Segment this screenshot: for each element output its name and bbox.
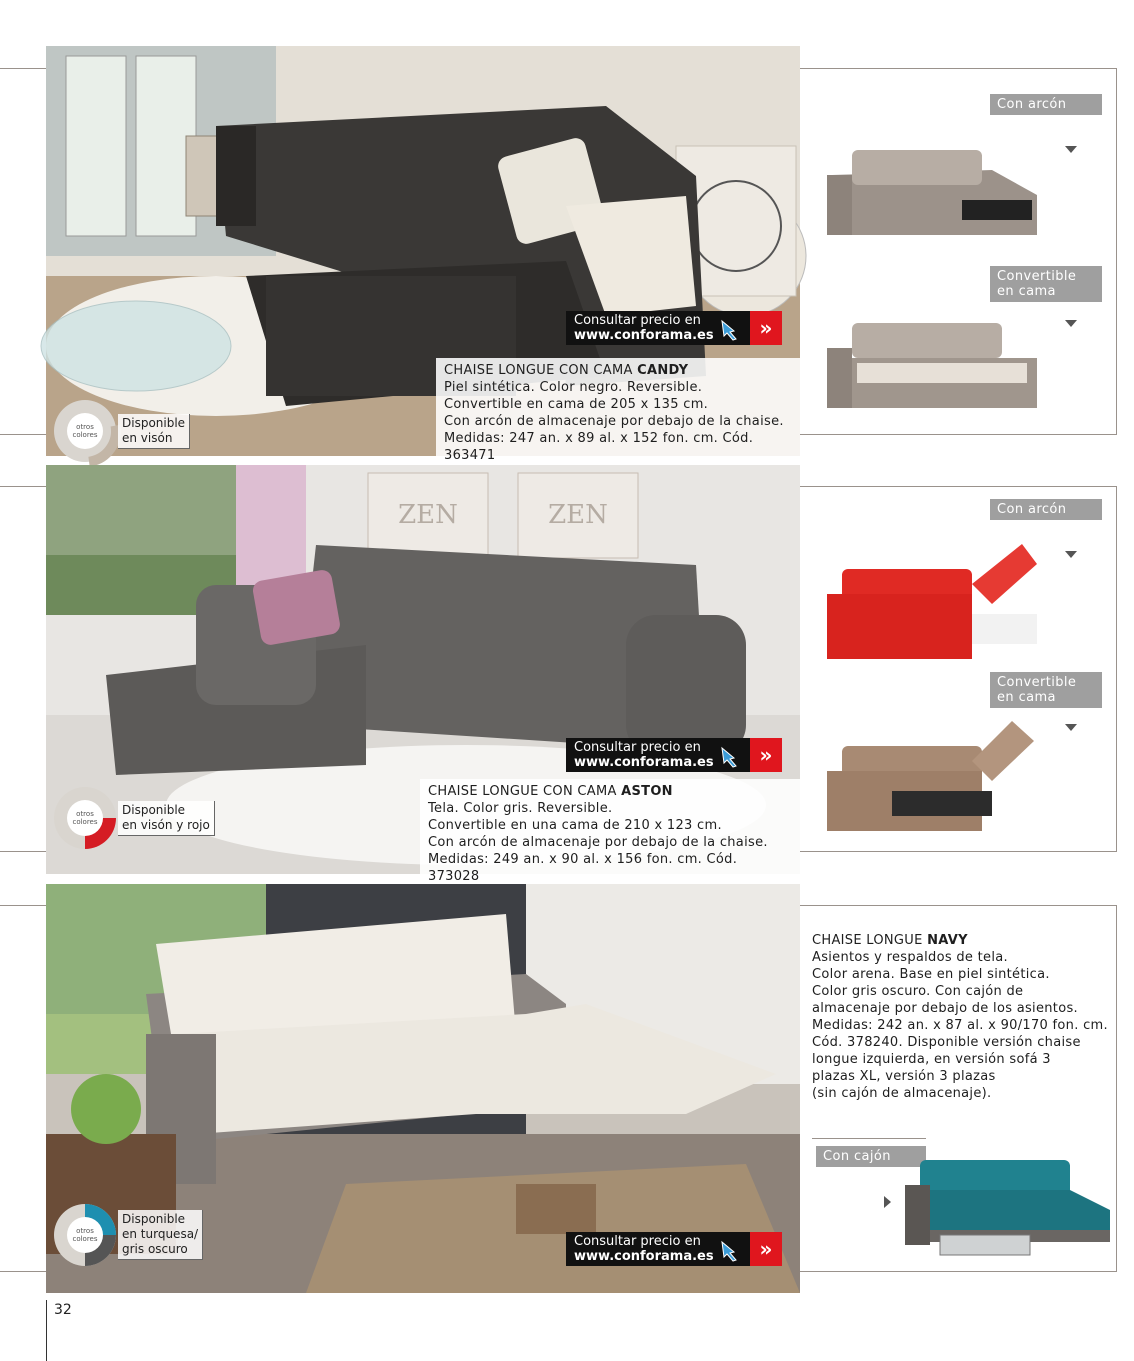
cta-line1: Consultar precio en — [574, 313, 701, 328]
product-name: ASTON — [621, 784, 673, 799]
navy-description — [812, 932, 1112, 1102]
feature-line: en cama — [997, 284, 1056, 299]
candy-description — [436, 358, 800, 468]
cta-url: www.conforama.es — [574, 328, 714, 343]
candy-other-colors — [52, 398, 190, 464]
cta-text — [566, 311, 750, 345]
aston-title — [428, 783, 792, 800]
arrow-down-icon — [1065, 551, 1077, 558]
available-line: en visón — [122, 430, 173, 445]
desc-line: Tela. Color gris. Reversible. — [428, 801, 613, 816]
candy-photo — [46, 46, 800, 463]
click-hand-icon — [718, 1240, 748, 1262]
candy-title — [444, 362, 792, 379]
availability-label — [118, 801, 215, 836]
otros-label: otros — [76, 810, 94, 818]
available-line: Disponible — [122, 1212, 186, 1226]
desc-line: Piel sintética. Color negro. Reversible. — [444, 380, 703, 395]
available-line: Disponible — [122, 802, 186, 817]
desc-line: Convertible en cama de 205 x 135 cm. — [444, 397, 709, 412]
cta-text — [566, 1232, 750, 1266]
wall-art-text: ZEN — [398, 500, 458, 530]
available-line: en visón y rojo — [122, 817, 210, 832]
frame-line — [800, 851, 1117, 852]
frame-line — [1116, 486, 1117, 852]
available-line: en turquesa/ — [122, 1227, 199, 1241]
aston-bed-thumbnail — [822, 716, 1044, 836]
desc-line: Cód. 378240. Disponible versión chaise — [812, 1035, 1081, 1050]
page-marker-line — [46, 1300, 47, 1361]
arrow-right-icon — [884, 1196, 891, 1208]
feature-line: Convertible — [997, 675, 1077, 690]
frame-line — [812, 1138, 926, 1139]
desc-line: Con arcón de almacenaje por debajo de la chaise. — [444, 414, 784, 429]
page-number: 32 — [54, 1302, 72, 1318]
cta-arrow-icon[interactable]: » — [750, 738, 782, 772]
cta-arrow-icon[interactable]: » — [750, 1232, 782, 1266]
aston-arcon-thumbnail — [822, 544, 1044, 664]
cta-arrow-icon[interactable]: » — [750, 311, 782, 345]
feature-label-cajon: Con cajón — [816, 1146, 926, 1167]
frame-line — [800, 486, 1117, 487]
product-name: NAVY — [927, 933, 968, 948]
desc-line: Color arena. Base en piel sintética. — [812, 967, 1050, 982]
aston-price-link[interactable] — [566, 738, 782, 772]
title-prefix: CHAISE LONGUE CON CAMA — [428, 784, 622, 799]
cta-url: www.conforama.es — [574, 1249, 714, 1264]
aston-description — [420, 779, 800, 889]
navy-title — [812, 932, 1112, 949]
navy-price-link[interactable] — [566, 1232, 782, 1266]
cta-url: www.conforama.es — [574, 755, 714, 770]
frame-line — [1116, 68, 1117, 435]
cta-text — [566, 738, 750, 772]
aston-photo — [46, 465, 800, 884]
frame-line — [0, 486, 46, 487]
frame-line — [800, 1271, 1117, 1272]
frame-line — [800, 434, 1117, 435]
candy-bed-thumbnail — [822, 318, 1044, 418]
frame-line — [0, 851, 46, 852]
color-swatch-icon — [52, 398, 118, 464]
arrow-down-icon — [1065, 320, 1077, 327]
product-name: CANDY — [637, 363, 689, 378]
colores-label: colores — [72, 431, 98, 439]
title-prefix: CHAISE LONGUE — [812, 933, 928, 948]
frame-line — [0, 434, 46, 435]
colores-label: colores — [72, 1235, 98, 1243]
color-swatch-icon — [52, 1202, 118, 1268]
frame-line — [800, 905, 1117, 906]
navy-other-colors — [52, 1202, 203, 1268]
title-prefix: CHAISE LONGUE CON CAMA — [444, 363, 638, 378]
desc-line: Convertible en una cama de 210 x 123 cm. — [428, 818, 722, 833]
click-hand-icon — [718, 319, 748, 341]
navy-cajon-thumbnail — [900, 1150, 1114, 1260]
feature-line: en cama — [997, 690, 1056, 705]
desc-line: Medidas: 242 an. x 87 al. x 90/170 fon. cm. — [812, 1018, 1108, 1033]
arrow-down-icon — [1065, 146, 1077, 153]
desc-line: Medidas: 247 an. x 89 al. x 152 fon. cm. Cód. 363471 — [444, 431, 754, 463]
desc-line: almacenaje por debajo de los asientos. — [812, 1001, 1078, 1016]
feature-line: Convertible — [997, 269, 1077, 284]
available-line: gris oscuro — [122, 1242, 188, 1256]
desc-line: (sin cajón de almacenaje). — [812, 1086, 992, 1101]
frame-line — [0, 1271, 46, 1272]
click-hand-icon — [718, 746, 748, 768]
cta-line1: Consultar precio en — [574, 740, 701, 755]
cta-line1: Consultar precio en — [574, 1234, 701, 1249]
color-swatch-icon — [52, 785, 118, 851]
desc-line: plazas XL, versión 3 plazas — [812, 1069, 996, 1084]
desc-line: longue izquierda, en versión sofá 3 — [812, 1052, 1051, 1067]
otros-label: otros — [76, 1227, 94, 1235]
frame-line — [1116, 905, 1117, 1272]
candy-price-link[interactable] — [566, 311, 782, 345]
arrow-down-icon — [1065, 724, 1077, 731]
otros-label: otros — [76, 423, 94, 431]
frame-line — [800, 68, 1117, 69]
frame-line — [0, 68, 46, 69]
frame-line — [0, 905, 46, 906]
desc-line: Con arcón de almacenaje por debajo de la chaise. — [428, 835, 768, 850]
desc-line: Medidas: 249 an. x 90 al. x 156 fon. cm. Cód. 373028 — [428, 852, 738, 884]
feature-label-convertible — [990, 266, 1102, 302]
wall-art-text: ZEN — [548, 500, 608, 530]
available-line: Disponible — [122, 415, 186, 430]
feature-label-arcon: Con arcón — [990, 94, 1102, 115]
colores-label: colores — [72, 818, 98, 826]
feature-label-convertible — [990, 672, 1102, 708]
feature-label-arcon: Con arcón — [990, 499, 1102, 520]
availability-label — [118, 1210, 203, 1260]
aston-other-colors — [52, 785, 215, 851]
availability-label — [118, 414, 190, 449]
candy-arcon-thumbnail — [822, 140, 1044, 240]
navy-photo — [46, 884, 800, 1293]
desc-line: Color gris oscuro. Con cajón de — [812, 984, 1024, 999]
desc-line: Asientos y respaldos de tela. — [812, 950, 1008, 965]
